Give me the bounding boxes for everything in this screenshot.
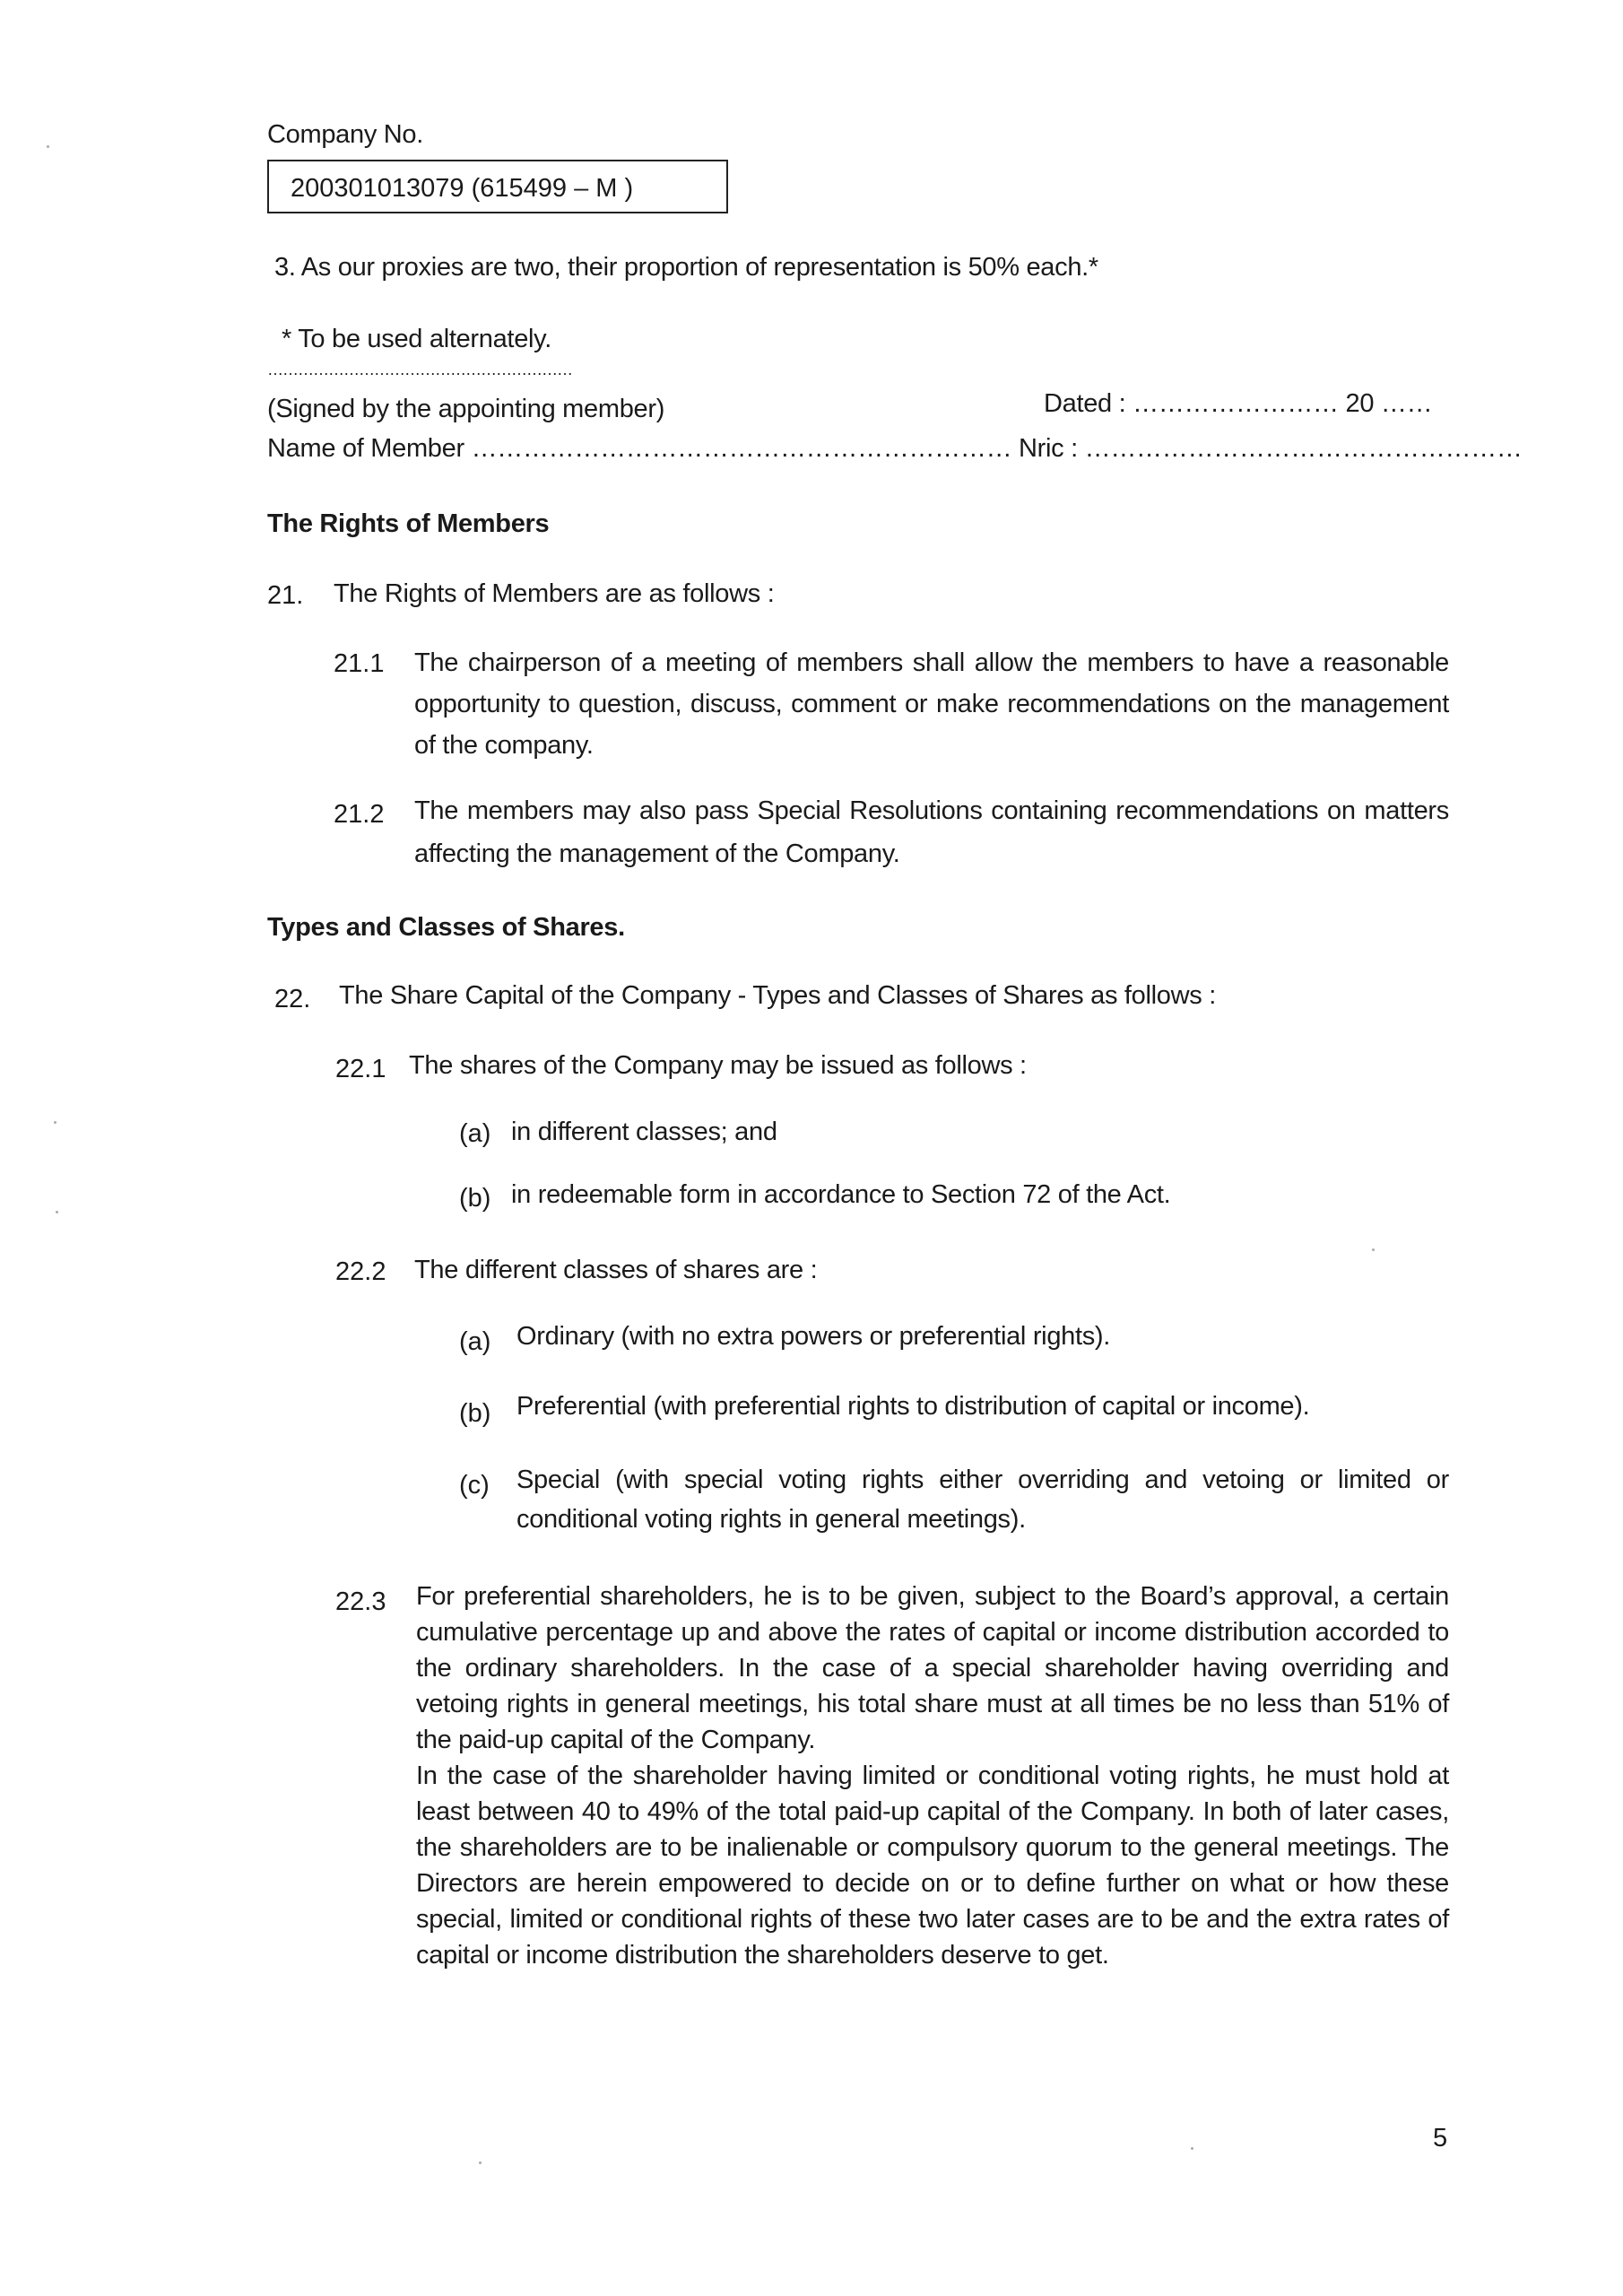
signed-by-label: (Signed by the appointing member) [267, 395, 665, 423]
clause-number-21-2: 21.2 [334, 800, 385, 829]
name-of-member-field: Name of Member ……………………………………………………… Nric : …………………………………………… [267, 434, 1523, 463]
item-label-22-2-b: (b) [459, 1399, 491, 1428]
clause-number-22-3: 22.3 [335, 1587, 386, 1616]
scan-speck [56, 1211, 58, 1213]
clause-number-22-2: 22.2 [335, 1257, 386, 1286]
dated-field: Dated : …………………… 20 …… [1044, 389, 1433, 418]
clause-number-21-1: 21.1 [334, 649, 385, 678]
clause-21-1-text: The chairperson of a meeting of members shall allow the members to have a reasonable opportunity to question, discuss, comment or make recommendations on the management of the company. [414, 648, 1449, 760]
item-label-22-2-a: (a) [459, 1327, 491, 1356]
section-heading-rights: The Rights of Members [267, 509, 550, 538]
signature-line: …………………………………………………… [267, 361, 572, 378]
item-text-22-1-a: in different classes; and [511, 1118, 777, 1146]
company-number-label: Company No. [267, 120, 423, 149]
item-text-22-2-a: Ordinary (with no extra powers or preferential rights). [516, 1322, 1111, 1351]
proxy-item-3: 3. As our proxies are two, their proportion of representation is 50% each.* [274, 253, 1098, 282]
clause-22-1-text: The shares of the Company may be issued as follows : [409, 1051, 1027, 1080]
scan-speck [1372, 1248, 1375, 1251]
clause-22-3-paragraph-2: In the case of the shareholder having limited or conditional voting rights, he must hold at least between 40 to 49% of the total paid-up capital of the Company. In both of later cases, the shareholders are to be inalienable or compulsory quorum to the general meetings. The Directors are herein empowered to decide on or to define further on what or how these special, limited or conditional rights of these two later cases are to be and the extra rates of capital or income distribution the shareholders deserve to get. [416, 1761, 1449, 1970]
clause-21-text: The Rights of Members are as follows : [334, 579, 775, 608]
clause-22-text: The Share Capital of the Company - Types and Classes of Shares as follows : [339, 981, 1216, 1010]
clause-22-3-paragraph-1: For preferential shareholders, he is to be given, subject to the Board’s approval, a certain cumulative percentage up and above the rates of capital or income distribution accorded to the ordinary shareholders. In the case of a special shareholder having overriding and vetoing rights in general meetings, his total share must at all times be no less than 51% of the paid-up capital of the Company. [416, 1582, 1449, 1754]
company-number-box [267, 160, 728, 213]
scan-speck [1191, 2147, 1193, 2150]
clause-number-22: 22. [274, 985, 311, 1013]
scan-speck [47, 145, 49, 148]
proxy-footnote: * To be used alternately. [282, 325, 551, 353]
section-heading-shares: Types and Classes of Shares. [267, 913, 625, 942]
company-number-value: 200301013079 (615499 – M ) [291, 174, 634, 203]
scan-speck [54, 1121, 56, 1124]
item-text-22-2-c: Special (with special voting rights either overriding and vetoing or limited or conditional voting rights in general meetings). [516, 1465, 1449, 1534]
item-text-22-1-b: in redeemable form in accordance to Section 72 of the Act. [511, 1180, 1171, 1209]
clause-number-21: 21. [267, 581, 304, 610]
item-label-22-1-b: (b) [459, 1184, 491, 1213]
page-number: 5 [1433, 2124, 1448, 2152]
clause-number-22-1: 22.1 [335, 1055, 386, 1083]
item-text-22-2-b: Preferential (with preferential rights to distribution of capital or income). [516, 1392, 1310, 1421]
item-label-22-2-c: (c) [459, 1471, 490, 1500]
item-label-22-1-a: (a) [459, 1119, 491, 1148]
clause-21-2-text: The members may also pass Special Resolutions containing recommendations on matters affecting the management of the Company. [414, 796, 1449, 868]
clause-22-2-text: The different classes of shares are : [414, 1256, 818, 1284]
scan-speck [479, 2161, 482, 2164]
